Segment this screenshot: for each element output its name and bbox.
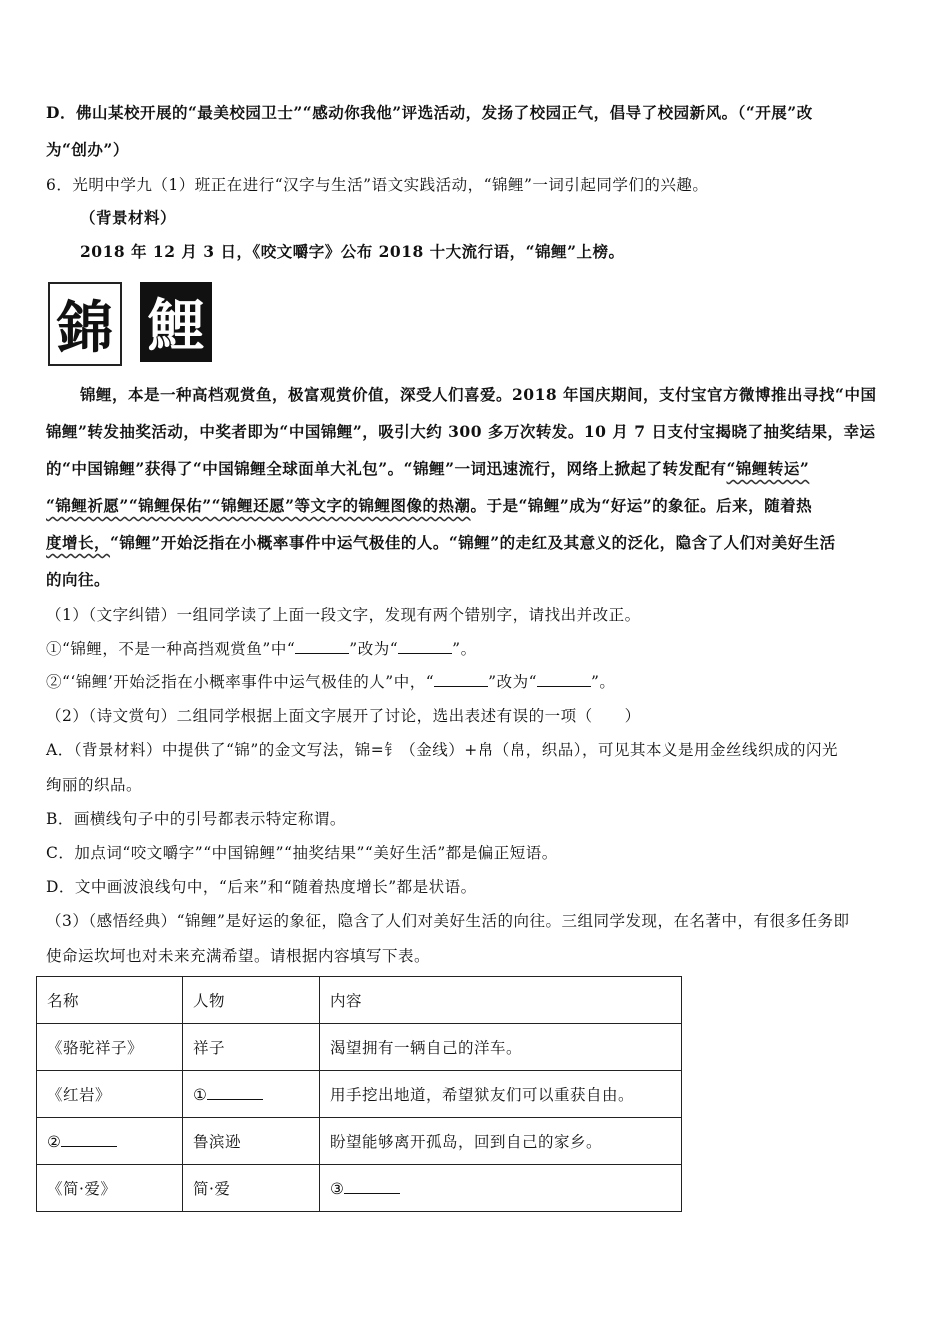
blank-marker-3: ③ [330, 1179, 345, 1198]
answer-blank-3[interactable] [434, 672, 488, 687]
q1a-text-pre: ①“锦鲤，不是一种高挡观赏鱼”中“ [46, 640, 296, 658]
table-cell-name-blank[interactable] [37, 1118, 183, 1165]
table-row [37, 1118, 682, 1165]
question-6-title: 6．光明中学九（1）班正在进行“汉字与生活”语文实践活动，“锦鲤”一词引起同学们的兴趣。 [46, 176, 709, 194]
passage-line-6: 的向往。 [46, 570, 111, 589]
table-cell-content-blank[interactable] [320, 1165, 682, 1212]
table-row [37, 1024, 682, 1071]
background-material-label: （背景材料） [80, 208, 177, 227]
question-1-item-a [46, 637, 477, 659]
q1b-text-mid: ”改为“ [488, 673, 537, 691]
table-answer-blank-1[interactable] [207, 1085, 263, 1100]
table-cell-content: 用手挖出地道，希望狱友们可以重获自由。 [320, 1071, 682, 1118]
underlined-phrase-houlai: 后来，随着热 [716, 496, 813, 515]
question-3-prompt-line2: 使命运坎坷也对未来充满希望。请根据内容填写下表。 [46, 947, 431, 965]
table-header-row [37, 977, 682, 1024]
passage-line-5 [46, 531, 836, 553]
table-header-person: 人物 [183, 977, 320, 1024]
table-answer-blank-2[interactable] [61, 1132, 117, 1147]
passage-line-2: 锦鲤”转发抽奖活动，中奖者即为“中国锦鲤”，吸引大约 300 多万次转发。10 月 7 日支付宝揭晓了抽奖结果，幸运 [46, 422, 876, 441]
passage-line-4-text: 。于是“锦鲤”成为“好运”的象征。 [470, 496, 717, 515]
option-a-line2: 绚丽的织品。 [46, 776, 143, 794]
background-material-text: 2018 年 12 月 3 日，《咬文嚼字》公布 2018 十大流行语，“锦鲤”上榜。 [80, 242, 625, 261]
table-cell-name: 《骆驼祥子》 [37, 1024, 183, 1071]
option-b: B．画横线句子中的引号都表示特定称谓。 [46, 810, 346, 828]
passage-line-1: 锦鲤，本是一种高档观赏鱼，极富观赏价值，深受人们喜爱。2018 年国庆期间，支付宝官方微博推出寻找“中国 [80, 385, 877, 404]
question-3-prompt-line1: （3）（感悟经典）“锦鲤”是好运的象征，隐含了人们对美好生活的向往。三组同学发现，在名著中，有很多任务即 [46, 912, 850, 930]
seal-script-li-glyph: 鯉 [140, 282, 212, 362]
answer-blank-4[interactable] [537, 672, 591, 687]
table-cell-name: 《简·爱》 [37, 1165, 183, 1212]
passage-line-5-text: “锦鲤”开始泛指在小概率事件中运气极佳的人。“锦鲤”的走红及其意义的泛化，隐含了人们对美好生活 [110, 533, 836, 552]
table-cell-content: 渴望拥有一辆自己的洋车。 [320, 1024, 682, 1071]
classics-table [36, 976, 682, 1212]
table-row [37, 1071, 682, 1118]
question-2-prompt: （2）（诗文赏句）二组同学根据上面文字展开了讨论，选出表述有误的一项（ ） [46, 707, 641, 725]
bronze-script-jin-glyph: 錦 [48, 282, 122, 366]
q1a-text-post: ”。 [452, 640, 477, 658]
table-cell-person: 祥子 [183, 1024, 320, 1071]
q1a-text-mid: ”改为“ [349, 640, 399, 658]
table-cell-person-blank[interactable] [183, 1071, 320, 1118]
table-header-content: 内容 [320, 977, 682, 1024]
table-cell-person: 简·爱 [183, 1165, 320, 1212]
table-row [37, 1165, 682, 1212]
blank-marker-2: ② [47, 1132, 62, 1151]
answer-blank-1[interactable] [295, 639, 349, 654]
q1b-text-post: ”。 [591, 673, 616, 691]
passage-line-3 [46, 457, 809, 479]
wavy-phrase-3: 度增长， [46, 533, 111, 552]
table-header-name: 名称 [37, 977, 183, 1024]
table-answer-blank-3[interactable] [344, 1179, 400, 1194]
wavy-phrase-2: “锦鲤祈愿”“锦鲤保佑”“锦鲤还愿”等文字的锦鲤图像的热潮 [46, 496, 471, 515]
answer-blank-2[interactable] [398, 639, 452, 654]
option-d: D．文中画波浪线句中，“后来”和“随着热度增长”都是状语。 [46, 878, 477, 896]
option-d-line1: D．佛山某校开展的“最美校园卫士”“感动你我他”评选活动，发扬了校园正气，倡导了校园新风。（“开展”改 [46, 103, 813, 122]
passage-line-4 [46, 494, 812, 516]
blank-marker-1: ① [193, 1085, 208, 1104]
option-d-line2: 为“创办”） [46, 140, 129, 159]
q1b-text-pre: ②“‘锦鲤’开始泛指在小概率事件中运气极佳的人”中，“ [46, 673, 435, 691]
option-c: C．加点词“咬文嚼字”“中国锦鲤”“抽奖结果”“美好生活”都是偏正短语。 [46, 844, 558, 862]
table-cell-content: 盼望能够离开孤岛，回到自己的家乡。 [320, 1118, 682, 1165]
question-1-prompt: （1）（文字纠错）一组同学读了上面一段文字，发现有两个错别字，请找出并改正。 [46, 606, 641, 624]
option-a-line1: A．（背景材料）中提供了“锦”的金文写法，锦=钅（金线）+帛（帛，织品），可见其本义是用金丝线织成的闪光 [46, 741, 839, 759]
question-1-item-b [46, 670, 615, 692]
table-cell-person: 鲁滨逊 [183, 1118, 320, 1165]
table-cell-name: 《红岩》 [37, 1071, 183, 1118]
passage-line-3-text: 的“中国锦鲤”获得了“中国锦鲤全球面单大礼包”。“锦鲤”一词迅速流行，网络上掀起了转发配有 [46, 459, 727, 478]
wavy-phrase-1: “锦鲤转运” [726, 459, 810, 478]
